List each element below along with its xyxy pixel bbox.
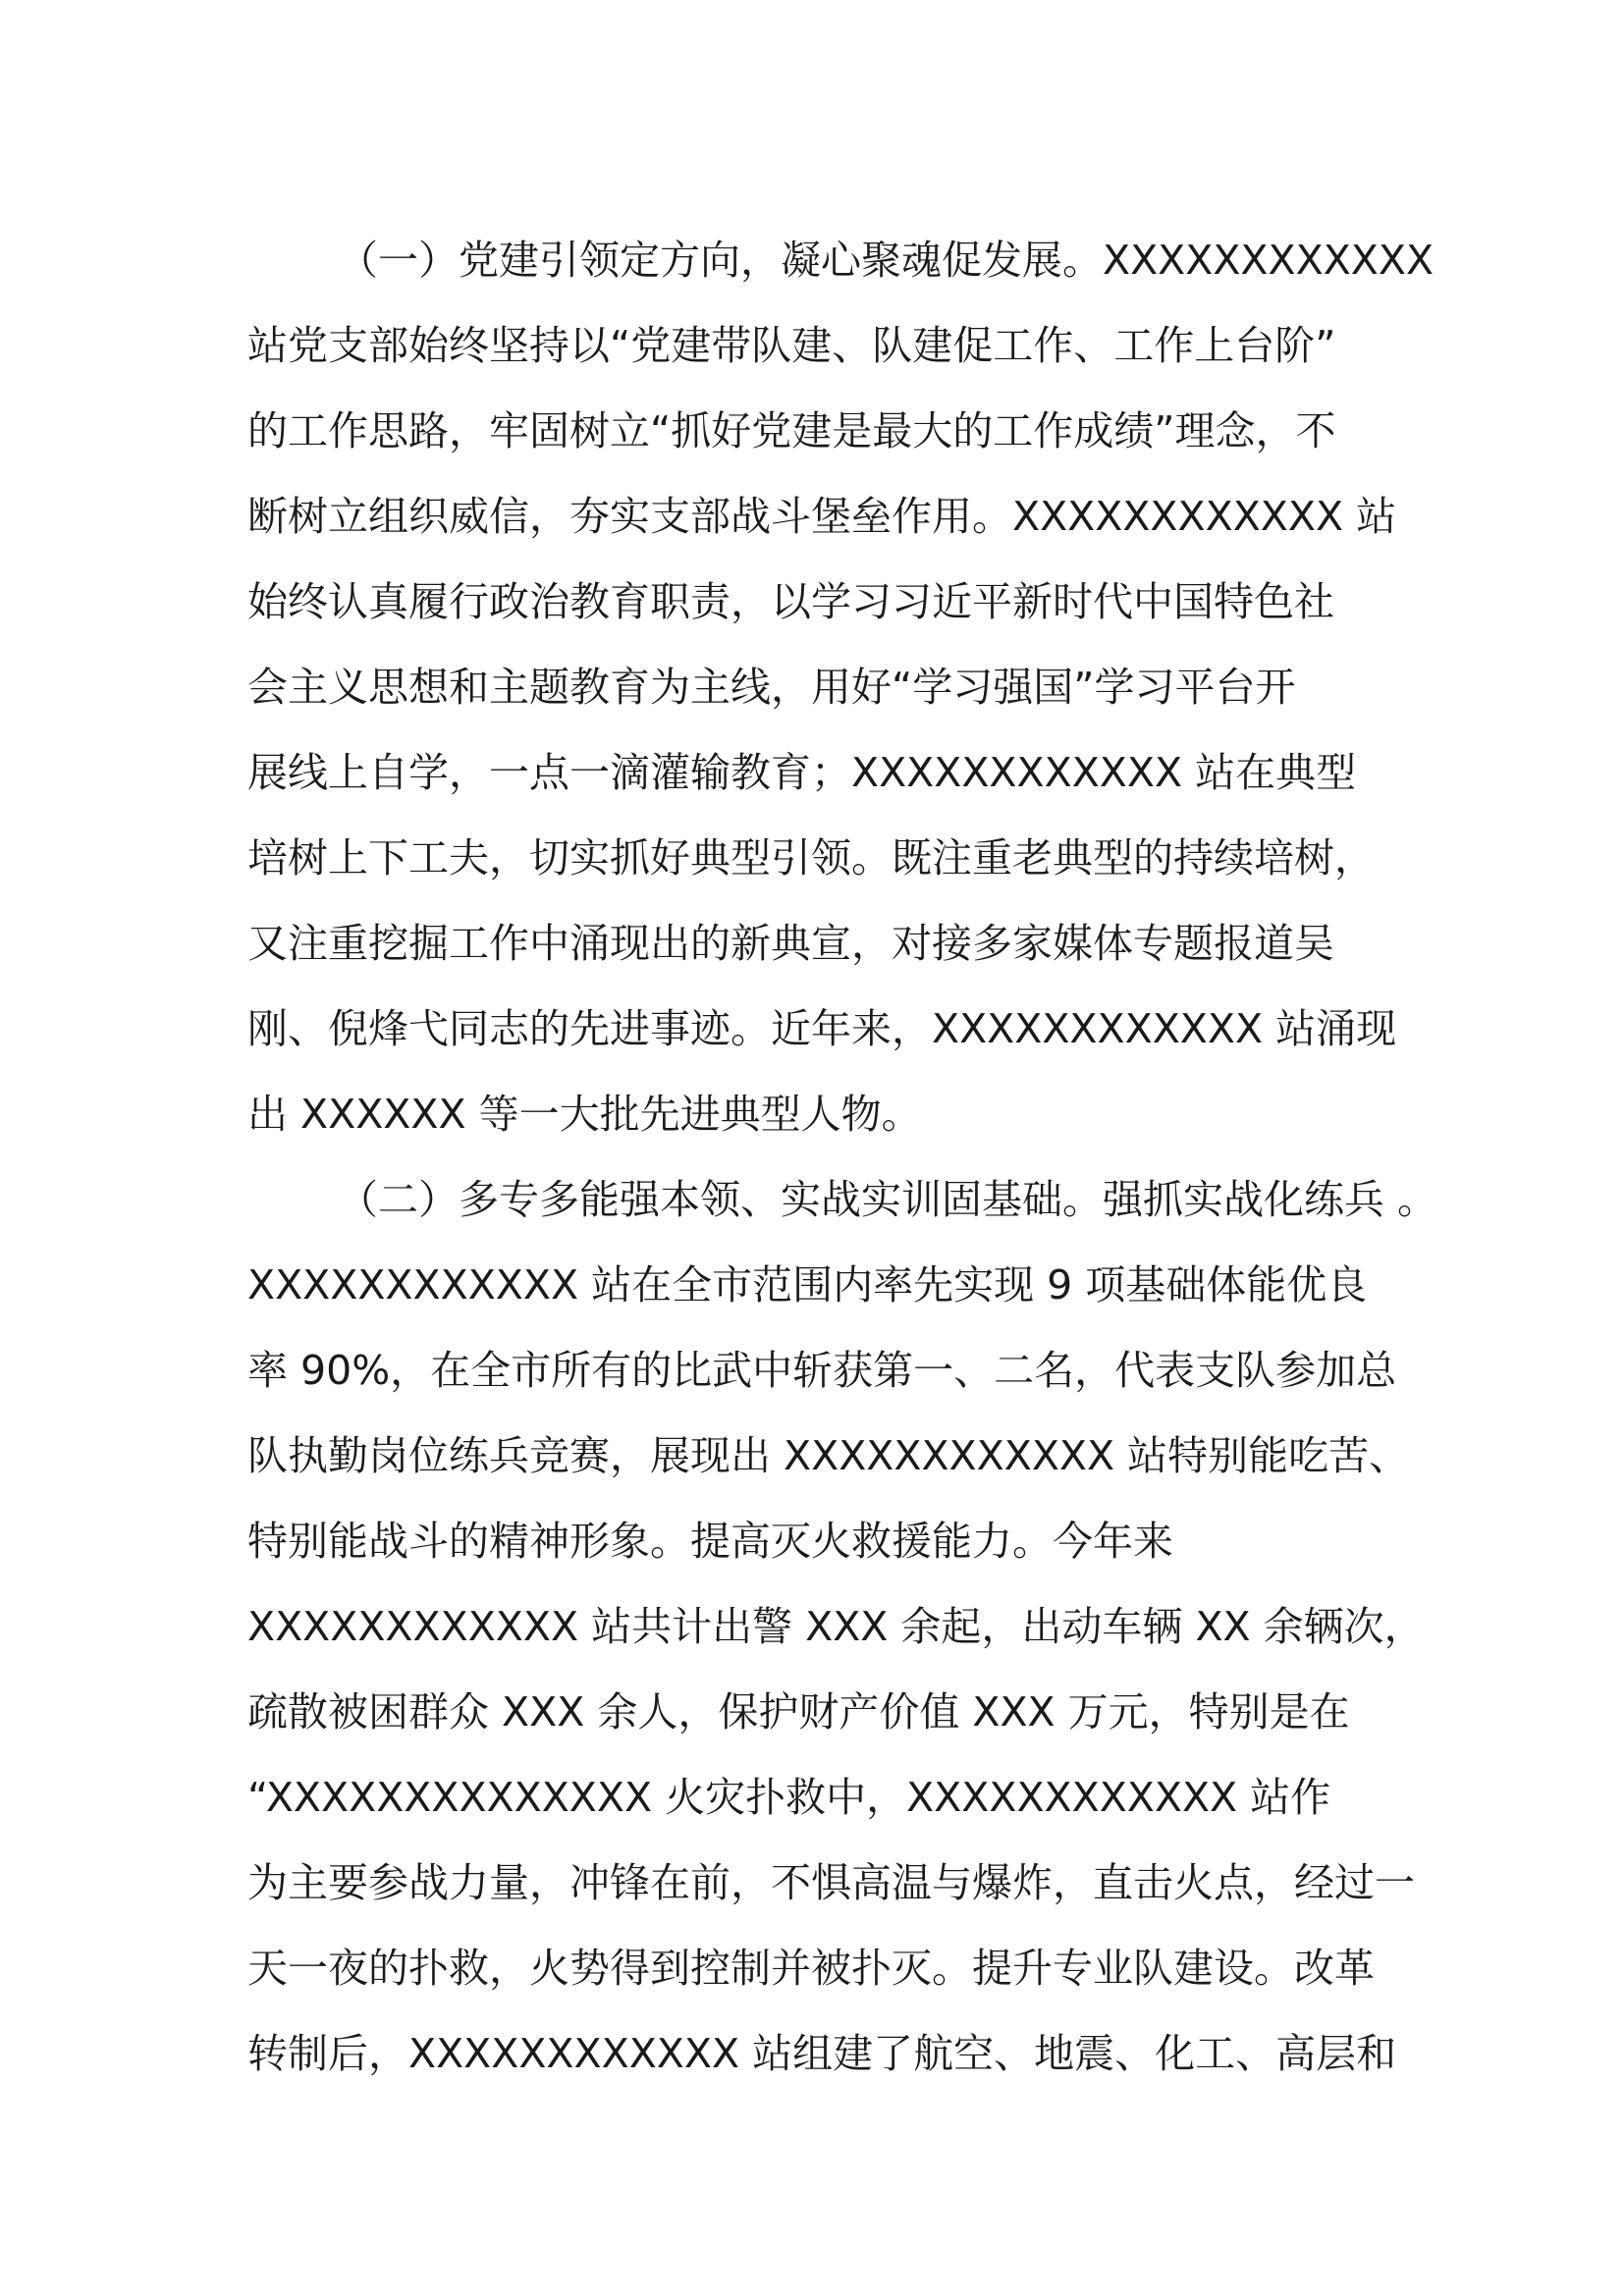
paragraph-line: 刚、倪烽弋同志的先进事迹。近年来，XXXXXXXXXXXX 站涌现: [247, 1005, 1397, 1052]
paragraph-line: （一）党建引领定方向，凝心聚魂促发展。XXXXXXXXXXXX: [338, 237, 1435, 284]
paragraph-line: 断树立组织威信，夯实支部战斗堡垒作用。XXXXXXXXXXXX 站: [247, 493, 1397, 540]
paragraph-line: XXXXXXXXXXXX 站共计出警 XXX 余起，出动车辆 XX 余辆次，: [247, 1603, 1425, 1650]
paragraph-line: 率 90%，在全市所有的比武中斩获第一、二名，代表支队参加总: [247, 1347, 1397, 1394]
paragraph-line: 天一夜的扑救，火势得到控制并被扑灭。提升专业队建设。改革: [247, 1945, 1375, 1992]
paragraph-line: 会主义思想和主题教育为主线，用好“学习强国”学习平台开: [247, 664, 1296, 711]
paragraph-line: 转制后，XXXXXXXXXXXX 站组建了航空、地震、化工、高层和: [247, 2030, 1397, 2077]
paragraph-line: 疏散被困群众 XXX 余人，保护财产价值 XXX 万元，特别是在: [247, 1688, 1350, 1735]
paragraph-line: （二）多专多能强本领、实战实训固基础。强抓实战化练兵 。: [338, 1176, 1438, 1223]
paragraph-line: “XXXXXXXXXXXXXX 火灾扑救中，XXXXXXXXXXXX 站作: [247, 1774, 1331, 1821]
paragraph-line: 展线上自学，一点一滴灌输教育；XXXXXXXXXXXX 站在典型: [247, 749, 1357, 796]
paragraph-1: [247, 218, 1435, 1157]
paragraph-line: 站党支部始终坚持以“党建带队建、队建促工作、工作上台阶”: [247, 322, 1336, 369]
paragraph-line: 又注重挖掘工作中涌现出的新典宣，对接多家媒体专题报道吴: [247, 920, 1334, 967]
paragraph-line: 队执勤岗位练兵竞赛，展现出 XXXXXXXXXXXX 站特别能吃苦、: [247, 1432, 1410, 1479]
paragraph-line: 出 XXXXXX 等一大批先进典型人物。: [247, 1091, 922, 1138]
paragraph-line: XXXXXXXXXXXX 站在全市范围内率先实现 9 项基础体能优良: [247, 1261, 1368, 1308]
paragraph-line: 始终认真履行政治教育职责，以学习习近平新时代中国特色社: [247, 578, 1334, 625]
paragraph-line: 的工作思路，牢固树立“抓好党建是最大的工作成绩”理念，不: [247, 407, 1336, 454]
paragraph-line: 培树上下工夫，切实抓好典型引领。既注重老典型的持续培树，: [247, 834, 1375, 881]
paragraph-2: [247, 1157, 1438, 2097]
document-body: [247, 218, 1438, 2097]
paragraph-line: 为主要参战力量，冲锋在前，不惧高温与爆炸，直击火点，经过一: [247, 1859, 1415, 1906]
paragraph-line: 特别能战斗的精神形象。提高灭火救援能力。今年来: [247, 1518, 1173, 1565]
